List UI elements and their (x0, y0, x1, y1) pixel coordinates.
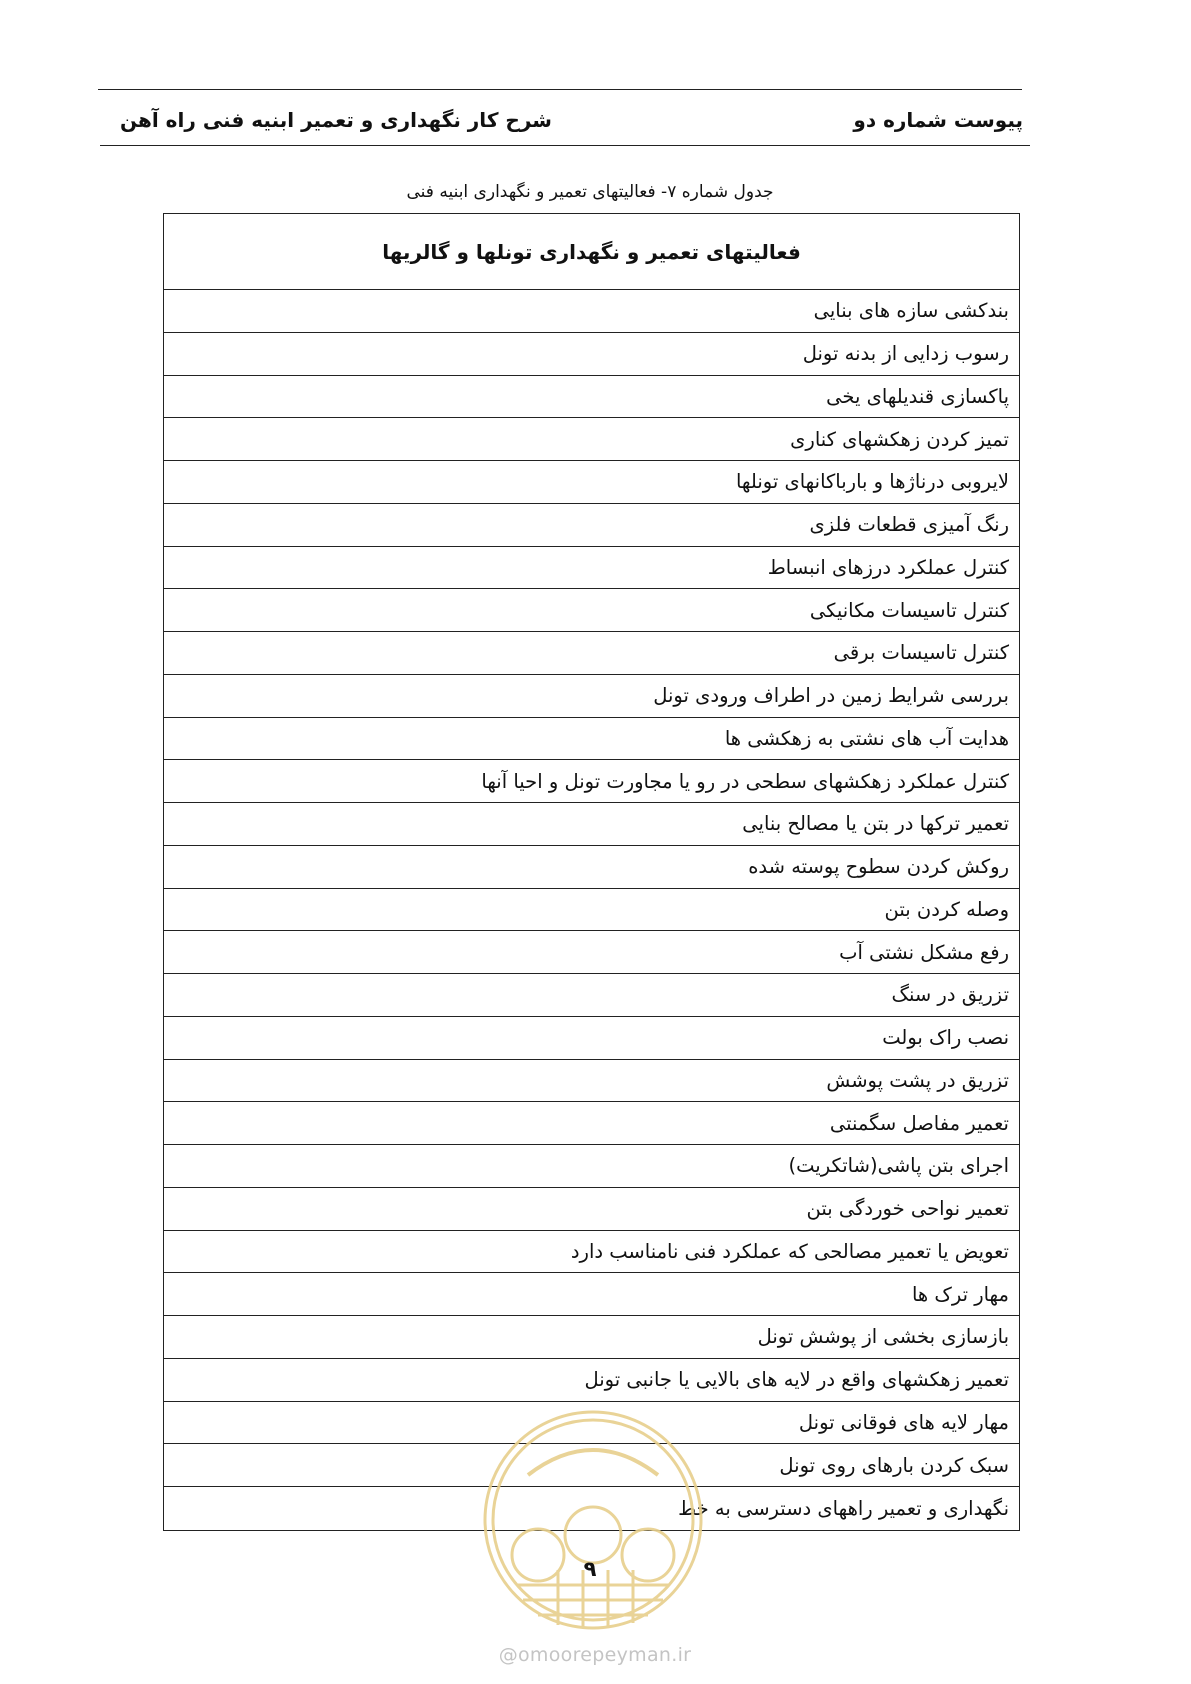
header-left-title: شرح کار نگهداری و تعمیر ابنیه فنی راه آهن (120, 108, 552, 132)
table-row: پاکسازی قندیلهای یخی (164, 376, 1019, 419)
table-row: تعمیر نواحی خوردگی بتن (164, 1188, 1019, 1231)
table-row: رنگ آمیزی قطعات فلزی (164, 504, 1019, 547)
table-row: تعمیر زهکشهای واقع در لایه های بالایی یا جانبی تونل (164, 1359, 1019, 1402)
table-row: سبک کردن بارهای روی تونل (164, 1444, 1019, 1487)
table-row: کنترل تاسیسات برقی (164, 632, 1019, 675)
table-row: مهار ترک ها (164, 1273, 1019, 1316)
table-row: لایروبی درناژها و بارباکانهای تونلها (164, 461, 1019, 504)
table-row: کنترل تاسیسات مکانیکی (164, 589, 1019, 632)
table-row: تعویض یا تعمیر مصالحی که عملکرد فنی نامناسب دارد (164, 1231, 1019, 1274)
table-row: وصله کردن بتن (164, 889, 1019, 932)
table-row: بازسازی بخشی از پوشش تونل (164, 1316, 1019, 1359)
table-row: رفع مشکل نشتی آب (164, 931, 1019, 974)
table-row: بندکشی سازه های بنایی (164, 290, 1019, 333)
header-top-rule (98, 89, 1022, 90)
header-right-title: پیوست شماره دو (853, 108, 1023, 132)
watermark-url: @omoorepeyman.ir (498, 1644, 692, 1666)
table-row: نگهداری و تعمیر راههای دسترسی به خط (678, 1496, 1009, 1520)
table-row: بررسی شرایط زمین در اطراف ورودی تونل (164, 675, 1019, 718)
table-row: کنترل عملکرد زهکشهای سطحی در رو یا مجاورت تونل و احیا آنها (164, 760, 1019, 803)
activities-table (163, 213, 1020, 1531)
table-row: نصب راک بولت (164, 1017, 1019, 1060)
page-number: ۹ (583, 1557, 597, 1581)
table-row: کنترل عملکرد درزهای انبساط (164, 547, 1019, 590)
table-row: رسوب زدایی از بدنه تونل (164, 333, 1019, 376)
table-row: اجرای بتن پاشی(شاتکریت) (164, 1145, 1019, 1188)
table-row: روکش کردن سطوح پوسته شده (164, 846, 1019, 889)
table-row: تعمیر ترکها در بتن یا مصالح بنایی (164, 803, 1019, 846)
table-row: هدایت آب های نشتی به زهکشی ها (164, 718, 1019, 761)
table-row: مهار لایه های فوقانی تونل (164, 1402, 1019, 1445)
table-row: تزریق در سنگ (164, 974, 1019, 1017)
header-bottom-rule (100, 145, 1030, 146)
table-row: تزریق در پشت پوشش (164, 1060, 1019, 1103)
table-heading: فعالیتهای تعمیر و نگهداری تونلها و گالریها (164, 214, 1019, 290)
table-body (164, 290, 1019, 1530)
table-row: تمیز کردن زهکشهای کناری (164, 418, 1019, 461)
table-row: تعمیر مفاصل سگمنتی (164, 1102, 1019, 1145)
table-caption: جدول شماره ۷- فعالیتهای تعمیر و نگهداری ابنیه فنی (406, 182, 774, 202)
